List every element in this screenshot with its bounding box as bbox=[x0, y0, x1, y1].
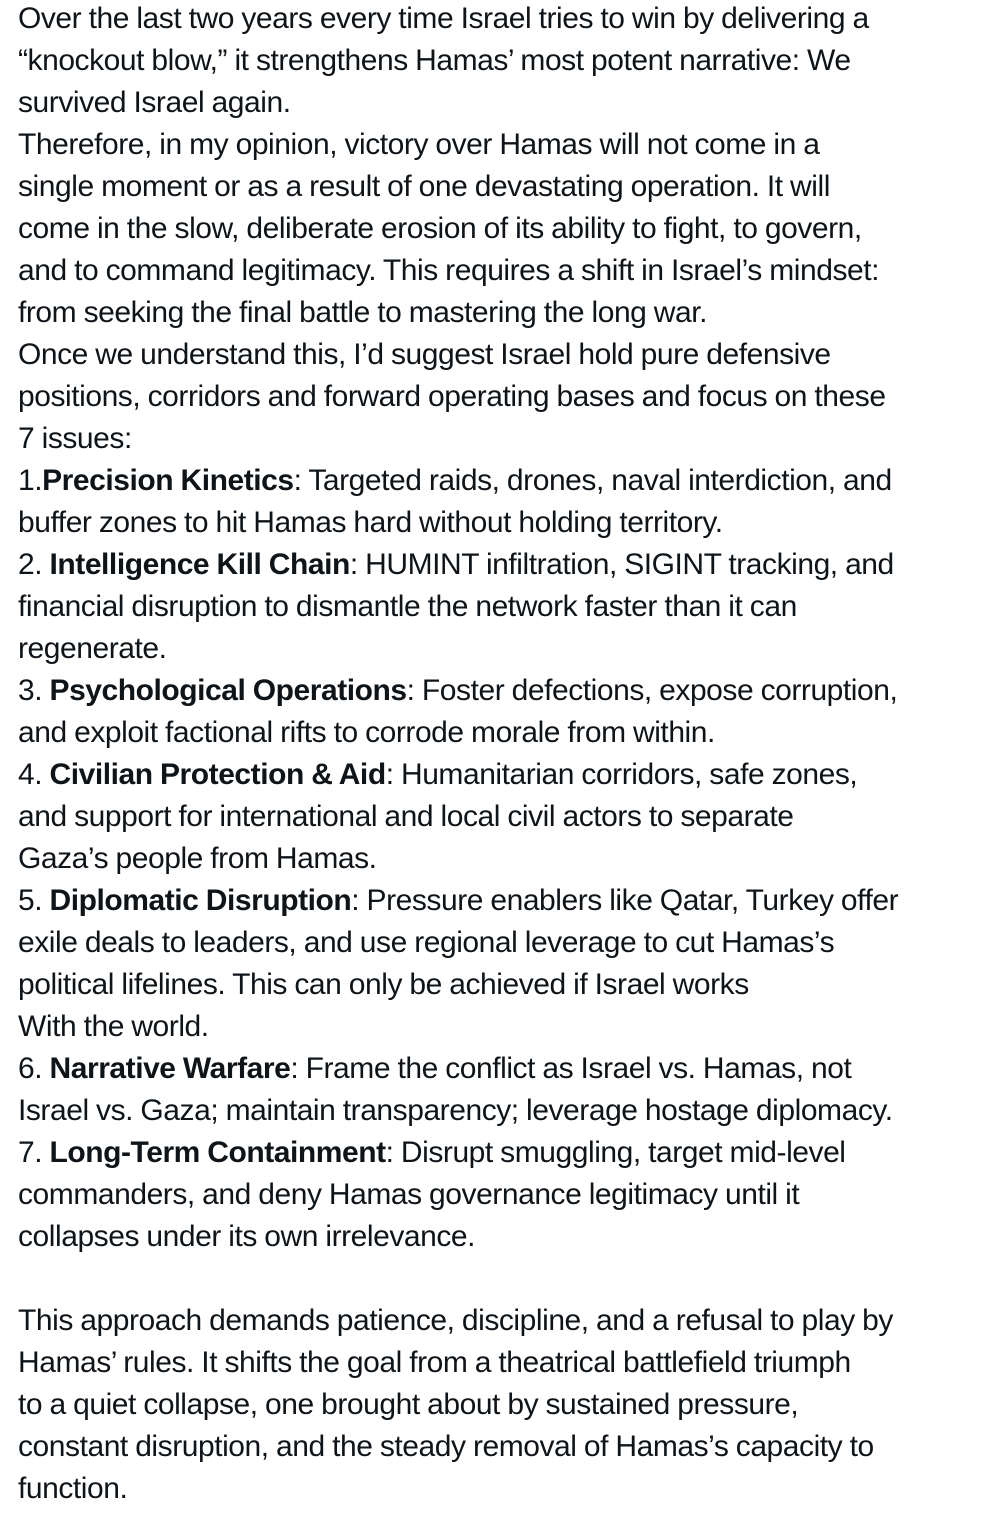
conclusion-line: to a quiet collapse, one brought about by sustained pressure, bbox=[18, 1388, 799, 1421]
item-text-line: Gaza’s people from Hamas. bbox=[18, 842, 377, 875]
item-number: 4. bbox=[18, 758, 50, 791]
item-text-line: collapses under its own irrelevance. bbox=[18, 1220, 476, 1253]
list-item-2 bbox=[18, 544, 1008, 586]
conclusion-line: constant disruption, and the steady removal of Hamas’s capacity to bbox=[18, 1430, 874, 1463]
item-title: Intelligence Kill Chain bbox=[49, 548, 350, 581]
item-number: 6. bbox=[18, 1052, 50, 1085]
item-text-line: political lifelines. This can only be achieved if Israel works bbox=[18, 968, 749, 1001]
intro-line: Once we understand this, I’d suggest Israel hold pure defensive bbox=[18, 338, 831, 371]
item-title: Psychological Operations bbox=[49, 674, 407, 707]
item-text: : Frame the conflict as Israel vs. Hamas, not bbox=[290, 1052, 852, 1085]
conclusion-line: function. bbox=[18, 1472, 128, 1505]
intro-line: and to command legitimacy. This requires a shift in Israel’s mindset: bbox=[18, 254, 880, 287]
item-title: Narrative Warfare bbox=[49, 1052, 291, 1085]
list-item-5 bbox=[18, 880, 1008, 922]
list-item-4 bbox=[18, 754, 1008, 796]
conclusion-line: This approach demands patience, discipline, and a refusal to play by bbox=[18, 1304, 893, 1337]
intro-line: positions, corridors and forward operating bases and focus on these bbox=[18, 380, 886, 413]
item-text-line: financial disruption to dismantle the network faster than it can bbox=[18, 590, 797, 623]
intro-line: Therefore, in my opinion, victory over Hamas will not come in a bbox=[18, 128, 820, 161]
item-text: : Humanitarian corridors, safe zones, bbox=[385, 758, 858, 791]
intro-line: Over the last two years every time Israel tries to win by delivering a bbox=[18, 2, 869, 35]
item-text-line: Israel vs. Gaza; maintain transparency; leverage hostage diplomacy. bbox=[18, 1094, 893, 1127]
item-text-line: exile deals to leaders, and use regional leverage to cut Hamas’s bbox=[18, 926, 835, 959]
item-title: Long-Term Containment bbox=[49, 1136, 386, 1169]
item-number: 5. bbox=[18, 884, 50, 917]
item-number: 1. bbox=[18, 464, 43, 497]
conclusion-line: Hamas’ rules. It shifts the goal from a theatrical battlefield triumph bbox=[18, 1346, 851, 1379]
item-title: Civilian Protection & Aid bbox=[49, 758, 386, 791]
item-text-line: regenerate. bbox=[18, 632, 167, 665]
item-text: : HUMINT infiltration, SIGINT tracking, and bbox=[349, 548, 894, 581]
list-item-6 bbox=[18, 1048, 1008, 1090]
item-text: : Pressure enablers like Qatar, Turkey offer bbox=[351, 884, 899, 917]
item-text: : Foster defections, expose corruption, bbox=[406, 674, 898, 707]
item-text-line: buffer zones to hit Hamas hard without holding territory. bbox=[18, 506, 723, 539]
paragraph-gap bbox=[18, 1258, 1008, 1300]
item-text-line: and exploit factional rifts to corrode morale from within. bbox=[18, 716, 715, 749]
intro-line: come in the slow, deliberate erosion of its ability to fight, to govern, bbox=[18, 212, 862, 245]
item-text: : Disrupt smuggling, target mid-level bbox=[385, 1136, 846, 1169]
item-title: Precision Kinetics bbox=[42, 464, 294, 497]
item-text-line: With the world. bbox=[18, 1010, 209, 1043]
item-text: : Targeted raids, drones, naval interdiction, and bbox=[293, 464, 892, 497]
intro-line: 7 issues: bbox=[18, 422, 132, 455]
list-item-3 bbox=[18, 670, 1008, 712]
list-item-7 bbox=[18, 1132, 1008, 1174]
item-text-line: and support for international and local civil actors to separate bbox=[18, 800, 794, 833]
item-text-line: commanders, and deny Hamas governance legitimacy until it bbox=[18, 1178, 800, 1211]
item-number: 2. bbox=[18, 548, 50, 581]
intro-line: survived Israel again. bbox=[18, 86, 291, 119]
item-number: 7. bbox=[18, 1136, 50, 1169]
item-title: Diplomatic Disruption bbox=[49, 884, 352, 917]
intro-line: single moment or as a result of one devastating operation. It will bbox=[18, 170, 830, 203]
intro-line: from seeking the final battle to mastering the long war. bbox=[18, 296, 708, 329]
intro-line: “knockout blow,” it strengthens Hamas’ most potent narrative: We bbox=[18, 44, 851, 77]
item-number: 3. bbox=[18, 674, 50, 707]
list-item-1 bbox=[18, 460, 1008, 502]
